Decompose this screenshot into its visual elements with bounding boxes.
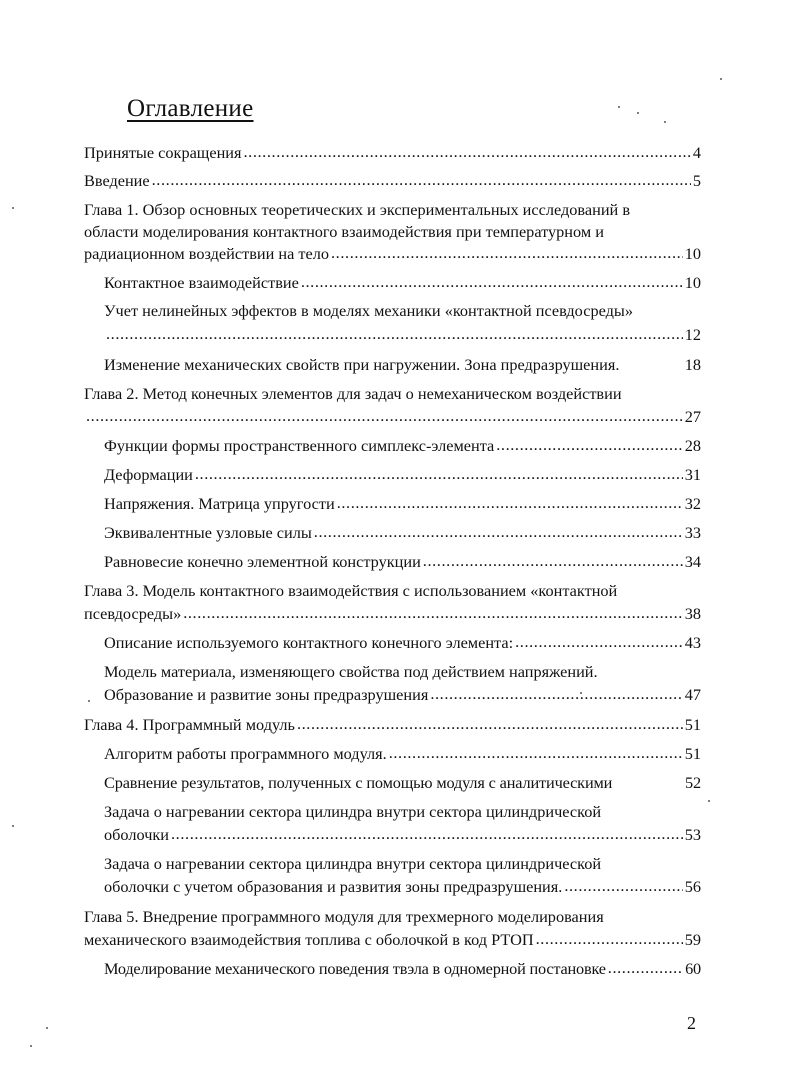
toc-entry-title: Изменение механических свойств при нагружении. Зона предразрушения. — [104, 355, 620, 374]
toc-entry-title: оболочки с учетом образования и развития зоны предразрушения. — [104, 877, 563, 896]
toc-entry[interactable] — [104, 743, 701, 764]
page-number: 2 — [687, 1013, 696, 1033]
dot-leader — [389, 742, 683, 763]
toc-entry-title-line: Задача о нагревании сектора цилиндра внутри сектора цилиндрической — [104, 854, 602, 873]
toc-entry-title-line: области моделирования контактного взаимодействия при температурном и — [84, 222, 604, 241]
toc-entry-page: 10 — [684, 244, 701, 263]
toc-entry-title: псевдосреды» — [84, 604, 182, 623]
toc-entry[interactable] — [84, 929, 701, 950]
page-title: Оглавление — [127, 95, 254, 122]
toc-entry-page: 10 — [684, 273, 701, 292]
dot-leader — [564, 875, 682, 896]
dot-leader — [608, 957, 683, 978]
toc-entry-title: Моделирование механического поведения твэла в одномерной постановке — [104, 959, 606, 978]
toc-entry[interactable] — [104, 272, 701, 293]
scan-speck — [580, 692, 582, 694]
scan-speck — [46, 1027, 48, 1029]
toc-entry-page: 53 — [684, 825, 701, 844]
toc-entry-page: 47 — [684, 685, 701, 704]
toc-entry-title: Контактное взаимодействие — [104, 273, 299, 292]
toc-entry[interactable] — [104, 958, 701, 979]
toc-entry[interactable] — [84, 603, 701, 624]
toc-entry-page: 12 — [684, 325, 701, 344]
toc-entry[interactable] — [84, 243, 701, 264]
toc-entry[interactable] — [104, 354, 701, 375]
toc-entry-title: оболочки — [104, 825, 170, 844]
toc-entry-page: 18 — [684, 355, 701, 374]
toc-entry-title: Сравнение результатов, полученных с помощью модуля с аналитическими — [104, 773, 613, 792]
toc-entry[interactable] — [84, 406, 701, 427]
scan-speck — [708, 800, 710, 802]
toc-entry-page: 32 — [684, 494, 701, 513]
toc-entry[interactable] — [104, 876, 701, 897]
toc-entry-title: Деформации — [104, 465, 193, 484]
toc-entry-page: 33 — [684, 523, 701, 542]
scan-speck — [12, 207, 14, 209]
toc-entry-title: Глава 4. Программный модуль — [84, 715, 295, 734]
dot-leader — [301, 271, 683, 292]
toc-entry-page: 59 — [684, 930, 701, 949]
toc-entry[interactable] — [104, 493, 701, 514]
toc-entry[interactable] — [104, 522, 701, 543]
toc-entry-page: 60 — [685, 959, 701, 978]
toc-entry-page: 38 — [684, 604, 701, 623]
toc-entry[interactable] — [104, 684, 701, 705]
scan-speck — [12, 825, 14, 827]
toc-entry-page: 31 — [684, 465, 701, 484]
toc-entry[interactable] — [84, 142, 701, 163]
toc-entry-page: 4 — [692, 143, 701, 162]
toc-entry[interactable] — [104, 464, 701, 485]
dot-leader — [430, 683, 682, 704]
toc-entry-page: 51 — [684, 715, 701, 734]
scan-speck — [30, 1045, 32, 1047]
scan-speck — [720, 78, 722, 80]
toc-entry[interactable] — [104, 632, 701, 653]
toc-entry-title: механического взаимодействия топлива с оболочкой в код РТОП — [84, 930, 534, 949]
toc-entry-title-line: Глава 1. Обзор основных теоретических и экспериментальных исследований в — [84, 200, 631, 219]
toc-entry-title-line: Модель материала, изменяющего свойства под действием напряжений. — [104, 662, 598, 681]
toc-entry-title-line: Задача о нагревании сектора цилиндра внутри сектора цилиндрической — [104, 802, 602, 821]
toc-entry-page: 56 — [684, 877, 701, 896]
dot-leader — [496, 434, 682, 455]
toc-entry-title: Описание используемого контактного конечного элемента: — [104, 633, 514, 652]
dot-leader — [152, 169, 691, 190]
toc-entry-title: Напряжения. Матрица упругости — [104, 494, 335, 513]
toc-entry-page: 28 — [684, 436, 701, 455]
toc-entry-title: Равновесие конечно элементной конструкции — [104, 552, 421, 571]
dot-leader — [515, 631, 683, 652]
toc-entry-page: 5 — [692, 171, 701, 190]
scan-speck — [637, 112, 639, 114]
toc-entry-title: Алгоритм работы программного модуля. — [104, 744, 387, 763]
dot-leader — [86, 405, 683, 426]
toc-entry-page: 43 — [684, 633, 701, 652]
toc-entry-title: Принятые сокращения — [84, 143, 242, 162]
scan-speck — [664, 121, 666, 123]
dot-leader — [536, 928, 683, 949]
toc-entry-page: 27 — [684, 407, 701, 426]
dot-leader — [314, 521, 683, 542]
toc-entry[interactable] — [104, 824, 701, 845]
toc-entry-title: Эквивалентные узловые силы — [104, 523, 312, 542]
toc-entry-page: 52 — [685, 773, 701, 792]
toc-entry[interactable] — [104, 435, 701, 456]
dot-leader — [183, 602, 683, 623]
toc-entry-title: радиационном воздействии на тело — [84, 244, 330, 263]
toc-entry[interactable] — [84, 170, 701, 191]
toc-entry-title: Функции формы пространственного симплекс-элемента — [104, 436, 495, 455]
dot-leader — [244, 141, 691, 162]
toc-entry[interactable] — [104, 772, 701, 793]
dot-leader — [106, 323, 683, 344]
toc-entry-title: Введение — [84, 171, 150, 190]
dot-leader — [337, 492, 683, 513]
toc-entry-page: 34 — [684, 552, 701, 571]
toc-entry-title-line: Глава 2. Метод конечных элементов для задач о немеханическом воздействии — [84, 384, 622, 403]
dot-leader — [331, 242, 683, 263]
dot-leader — [423, 550, 683, 571]
dot-leader — [297, 713, 683, 734]
toc-entry-title-line: Глава 5. Внедрение программного модуля для трехмерного моделирования — [84, 907, 604, 926]
toc-entry-title-line: Учет нелинейных эффектов в моделях механики «контактной псевдосреды» — [104, 301, 633, 320]
toc-entry[interactable] — [104, 551, 701, 572]
toc-entry[interactable] — [104, 324, 701, 345]
toc-entry-title: Образование и развитие зоны предразрушения — [104, 685, 429, 704]
scan-speck — [618, 106, 620, 108]
dot-leader — [171, 823, 683, 844]
toc-entry-title-line: Глава 3. Модель контактного взаимодействия с использованием «контактной — [84, 581, 618, 600]
scan-speck — [88, 700, 90, 702]
toc-entry[interactable] — [84, 714, 701, 735]
toc-entry-page: 51 — [684, 744, 701, 763]
dot-leader — [195, 463, 683, 484]
